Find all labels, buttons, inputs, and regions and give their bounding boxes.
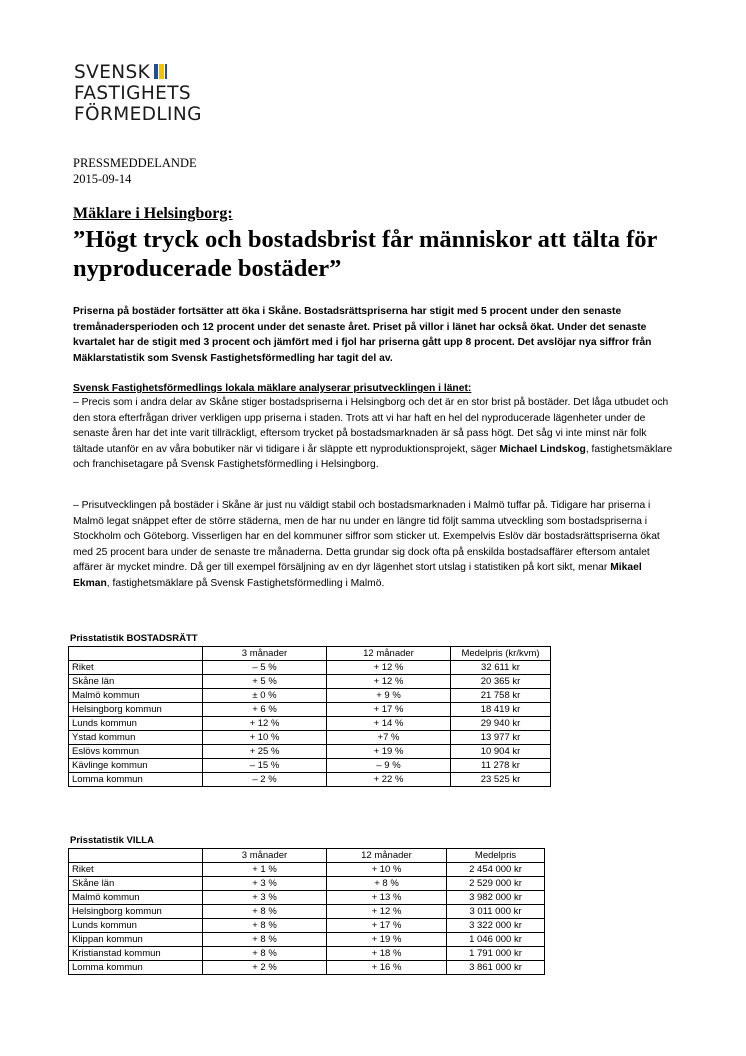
region-name-cell: Lunds kommun bbox=[69, 717, 203, 731]
value-cell: + 6 % bbox=[203, 703, 327, 717]
region-name-cell: Skåne län bbox=[69, 877, 203, 891]
value-cell: + 10 % bbox=[327, 863, 447, 877]
table-row bbox=[69, 773, 551, 787]
value-cell: + 8 % bbox=[203, 933, 327, 947]
region-name-cell: Skåne län bbox=[69, 675, 203, 689]
value-cell: – 9 % bbox=[327, 759, 451, 773]
table-row bbox=[69, 731, 551, 745]
value-cell: 3 861 000 kr bbox=[447, 961, 545, 975]
table-row bbox=[69, 745, 551, 759]
value-cell: + 8 % bbox=[203, 905, 327, 919]
table-row bbox=[69, 961, 545, 975]
value-cell: 2 529 000 kr bbox=[447, 877, 545, 891]
table-header-cell: 3 månader bbox=[203, 849, 327, 863]
value-cell: 13 977 kr bbox=[451, 731, 551, 745]
table-row bbox=[69, 877, 545, 891]
quote-1-text: – Precis som i andra delar av Skåne stiger bostadspriserna i Helsingborg och det är en stor brist på bostäder. Det låga utbudet och den stora efterfrågan driver verkligen upp priserna i staden. Trots att vi har haft en hel del nyproducerade lägenheter under de senaste åren har det inte varit tillräckligt, eftersom trycket på bostadsmarknaden är så pass högt. Det såg vi inte minst när folk tältade utanför en av våra bobutiker när vi tidigare i år släppte ett nyproduktionsprojekt, säger bbox=[73, 397, 669, 455]
value-cell: + 2 % bbox=[203, 961, 327, 975]
value-cell: + 25 % bbox=[203, 745, 327, 759]
value-cell: + 12 % bbox=[203, 717, 327, 731]
region-name-cell: Lomma kommun bbox=[69, 961, 203, 975]
value-cell: – 2 % bbox=[203, 773, 327, 787]
quote-1-person: Michael Lindskog bbox=[499, 443, 586, 455]
value-cell: + 3 % bbox=[203, 891, 327, 905]
table-row bbox=[69, 661, 551, 675]
value-cell: + 18 % bbox=[327, 947, 447, 961]
table-header-cell: 12 månader bbox=[327, 849, 447, 863]
region-name-cell: Lomma kommun bbox=[69, 773, 203, 787]
table-row bbox=[69, 759, 551, 773]
table-header-cell: 12 månader bbox=[327, 647, 451, 661]
value-cell: + 22 % bbox=[327, 773, 451, 787]
press-header bbox=[73, 155, 197, 187]
table-header-cell: 3 månader bbox=[203, 647, 327, 661]
value-cell: 1 046 000 kr bbox=[447, 933, 545, 947]
value-cell: + 14 % bbox=[327, 717, 451, 731]
value-cell: + 1 % bbox=[203, 863, 327, 877]
region-name-cell: Eslövs kommun bbox=[69, 745, 203, 759]
lead-paragraph: Priserna på bostäder fortsätter att öka i Skåne. Bostadsrättspriserna har stigit med 5 procent under den senaste tremånadersperioden och 12 procent under det senaste året. Priset på villor i länet har också ökat. Under det senaste kvartalet har de stigit med 3 procent och jämfört med i fjol har priserna gått upp 8 procent. Det avslöjar nya siffror från Mäklarstatistik som Svensk Fastighetsförmedling har tagit del av. bbox=[73, 306, 652, 364]
value-cell: + 8 % bbox=[203, 919, 327, 933]
table-header-row bbox=[69, 647, 551, 661]
table-header-cell: Medelpris (kr/kvm) bbox=[451, 647, 551, 661]
quote-2-person: Mikael Ekman bbox=[73, 562, 642, 589]
value-cell: + 19 % bbox=[327, 933, 447, 947]
value-cell: + 12 % bbox=[327, 905, 447, 919]
value-cell: 3 011 000 kr bbox=[447, 905, 545, 919]
table-header-cell bbox=[69, 647, 203, 661]
value-cell: + 17 % bbox=[327, 919, 447, 933]
company-logo bbox=[74, 62, 202, 125]
value-cell: + 16 % bbox=[327, 961, 447, 975]
value-cell: + 5 % bbox=[203, 675, 327, 689]
value-cell: 10 904 kr bbox=[451, 745, 551, 759]
value-cell: + 17 % bbox=[327, 703, 451, 717]
quote-paragraph-1 bbox=[73, 395, 673, 473]
table-header-row bbox=[69, 849, 545, 863]
logo-line-2: FASTIGHETS bbox=[74, 83, 192, 104]
table-header-cell: Medelpris bbox=[447, 849, 545, 863]
value-cell: 3 322 000 kr bbox=[447, 919, 545, 933]
table-bostadsratt bbox=[68, 646, 551, 787]
table-row bbox=[69, 933, 545, 947]
value-cell: 20 365 kr bbox=[451, 675, 551, 689]
table-row bbox=[69, 689, 551, 703]
value-cell: + 9 % bbox=[327, 689, 451, 703]
table-villa-title: Prisstatistik VILLA bbox=[70, 835, 154, 846]
press-date: 2015-09-14 bbox=[73, 172, 132, 186]
region-name-cell: Lunds kommun bbox=[69, 919, 203, 933]
value-cell: + 8 % bbox=[327, 877, 447, 891]
article-headline: ”Högt tryck och bostadsbrist får människor att tälta för nyproducerade bostäder” bbox=[73, 226, 657, 282]
quote-2-text-end: , fastighetsmäklare på Svensk Fastighetsförmedling i Malmö. bbox=[106, 577, 385, 589]
region-name-cell: Helsingborg kommun bbox=[69, 905, 203, 919]
table-row bbox=[69, 905, 545, 919]
swedish-flag-icon bbox=[154, 64, 167, 79]
value-cell: + 13 % bbox=[327, 891, 447, 905]
region-name-cell: Malmö kommun bbox=[69, 689, 203, 703]
logo-line-1: SVENSK bbox=[74, 62, 151, 83]
press-label: PRESSMEDDELANDE bbox=[73, 156, 197, 170]
value-cell: + 12 % bbox=[327, 675, 451, 689]
quote-1-text-end: , fastighetsmäklare och franchisetagare på Svensk Fastighetsförmedling i Helsingborg. bbox=[73, 443, 673, 470]
value-cell: + 12 % bbox=[327, 661, 451, 675]
table-row bbox=[69, 703, 551, 717]
value-cell: + 8 % bbox=[203, 947, 327, 961]
table-villa bbox=[68, 848, 545, 975]
region-name-cell: Malmö kommun bbox=[69, 891, 203, 905]
table-row bbox=[69, 891, 545, 905]
value-cell: +7 % bbox=[327, 731, 451, 745]
value-cell: + 3 % bbox=[203, 877, 327, 891]
value-cell: 32 611 kr bbox=[451, 661, 551, 675]
value-cell: 2 454 000 kr bbox=[447, 863, 545, 877]
quote-paragraph-2 bbox=[73, 498, 673, 591]
logo-line-3: FÖRMEDLING bbox=[74, 104, 202, 125]
region-name-cell: Ystad kommun bbox=[69, 731, 203, 745]
value-cell: – 5 % bbox=[203, 661, 327, 675]
table-row bbox=[69, 863, 545, 877]
table-row bbox=[69, 947, 545, 961]
table-row bbox=[69, 717, 551, 731]
value-cell: 11 278 kr bbox=[451, 759, 551, 773]
table-row bbox=[69, 675, 551, 689]
region-name-cell: Riket bbox=[69, 863, 203, 877]
value-cell: 21 758 kr bbox=[451, 689, 551, 703]
region-name-cell: Klippan kommun bbox=[69, 933, 203, 947]
table-header-cell bbox=[69, 849, 203, 863]
value-cell: + 10 % bbox=[203, 731, 327, 745]
table-row bbox=[69, 919, 545, 933]
value-cell: 29 940 kr bbox=[451, 717, 551, 731]
region-name-cell: Kristianstad kommun bbox=[69, 947, 203, 961]
region-name-cell: Helsingborg kommun bbox=[69, 703, 203, 717]
value-cell: + 19 % bbox=[327, 745, 451, 759]
article-subtitle: Mäklare i Helsingborg: bbox=[73, 205, 233, 222]
region-name-cell: Kävlinge kommun bbox=[69, 759, 203, 773]
value-cell: 23 525 kr bbox=[451, 773, 551, 787]
value-cell: 1 791 000 kr bbox=[447, 947, 545, 961]
section-heading: Svensk Fastighetsförmedlings lokala mäklare analyserar prisutvecklingen i länet: bbox=[73, 383, 472, 394]
value-cell: – 15 % bbox=[203, 759, 327, 773]
region-name-cell: Riket bbox=[69, 661, 203, 675]
value-cell: 3 982 000 kr bbox=[447, 891, 545, 905]
value-cell: ± 0 % bbox=[203, 689, 327, 703]
table-bostadsratt-title: Prisstatistik BOSTADSRÄTT bbox=[70, 633, 198, 644]
value-cell: 18 419 kr bbox=[451, 703, 551, 717]
quote-2-text: – Prisutvecklingen på bostäder i Skåne är just nu väldigt stabil och bostadsmarknaden i Malmö tuffar på. Tidigare har priserna i Malmö legat snäppet efter de större städerna, men de har nu under en längre tid följt samma utveckling som bostadspriserna i Stockholm och Göteborg. Visserligen har en del kommuner siffror som sticker ut. Exempelvis Eslöv där bostadsrättspriserna ökat med 25 procent bara under de senaste tre månaderna. Detta grundar sig dock ofta på enskilda bostadsaffärer eftersom antalet affärer är mycket mindre. Då ger till exempel försäljning av en dyr lägenhet stort utslag i statistiken på kort sikt, menar bbox=[73, 500, 660, 573]
